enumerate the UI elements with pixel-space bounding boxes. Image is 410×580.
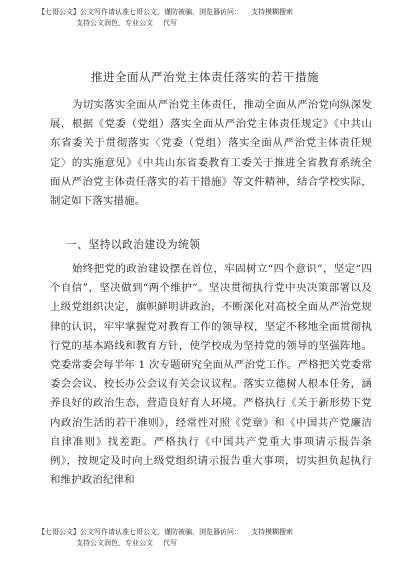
- banner-top-tail-2: 代写: [163, 19, 177, 27]
- section-1-paragraph: [50, 260, 372, 490]
- banner-top-tail-1: 支持模糊搜索: [251, 8, 293, 16]
- banner-bottom-text-1: 【七哥公文】公文写作请认准七哥公文，谨防被骗，浏览器访问：: [38, 528, 241, 536]
- banner-bottom-tail-1: 支持模糊搜索: [251, 528, 293, 536]
- document-title: 推进全面从严治党主体责任落实的若干措施: [91, 70, 319, 84]
- intro-text: 为切实落实全面从严治党主体责任，推动全面从严治党向纵深发展，根据《党委（党组）落实全面从严治党主体责任规定》《中共山东省委关于贯彻落实〈党委（党组）落实全面从严治党主体责任规定〉的实施意见》《中共山东省委教育工委关于推进全省教育系统全面从严治党主体责任落实的若干措施》等文件精神，结合学校实际，制定如下落实措施。: [50, 99, 372, 208]
- intro-paragraph: [50, 96, 372, 211]
- banner-bottom-tail-2: 代写: [163, 539, 177, 547]
- banner-top-line-1: [38, 7, 358, 18]
- banner-top-line-2: [38, 18, 358, 29]
- watermark-banner-bottom: [38, 527, 358, 549]
- banner-bottom-line-2: [38, 538, 358, 549]
- banner-bottom-text-2: 支持公文润色，专业公文: [76, 539, 153, 547]
- watermark-banner-top: [38, 7, 358, 29]
- banner-top-text-2: 支持公文润色，专业公文: [76, 19, 153, 27]
- banner-bottom-line-1: [38, 527, 358, 538]
- banner-top-text-1: 【七哥公文】公文写作请认准七哥公文，谨防被骗，浏览器访问：: [38, 8, 241, 16]
- section-1-heading: 一、坚持以政治建设为统领: [66, 238, 201, 251]
- section-1-text: 始终把党的政治建设摆在首位，牢固树立“四个意识”，坚定“四个自信”，坚决做到“两个维护”。坚决贯彻执行党中央决策部署以及上级党组织决定，旗帜鲜明讲政治，不断深化对高校全面从严治党规律的认识，牢牢掌握党对教育工作的领导权，坚定不移地全面贯彻执行党的基本路线和教育方针，使学校成为坚持党的领导的坚强阵地。党委常委会每半年 1 次专题研究全面从严治党工作。严格把关党委常委会会议、校长办公会议有关会议议程。落实立德树人根本任务，涵养良好的政治生态，营造良好育人环境。严格执行《关于新形势下党内政治生活的若干准则》，经常性对照《党章》和《中国共产党廉洁自律准则》找差距。严格执行《中国共产党重大事项请示报告条例》，按规定及时向上级党组织请示报告重大事项，切实担负起执行和维护政治纪律和: [50, 263, 372, 487]
